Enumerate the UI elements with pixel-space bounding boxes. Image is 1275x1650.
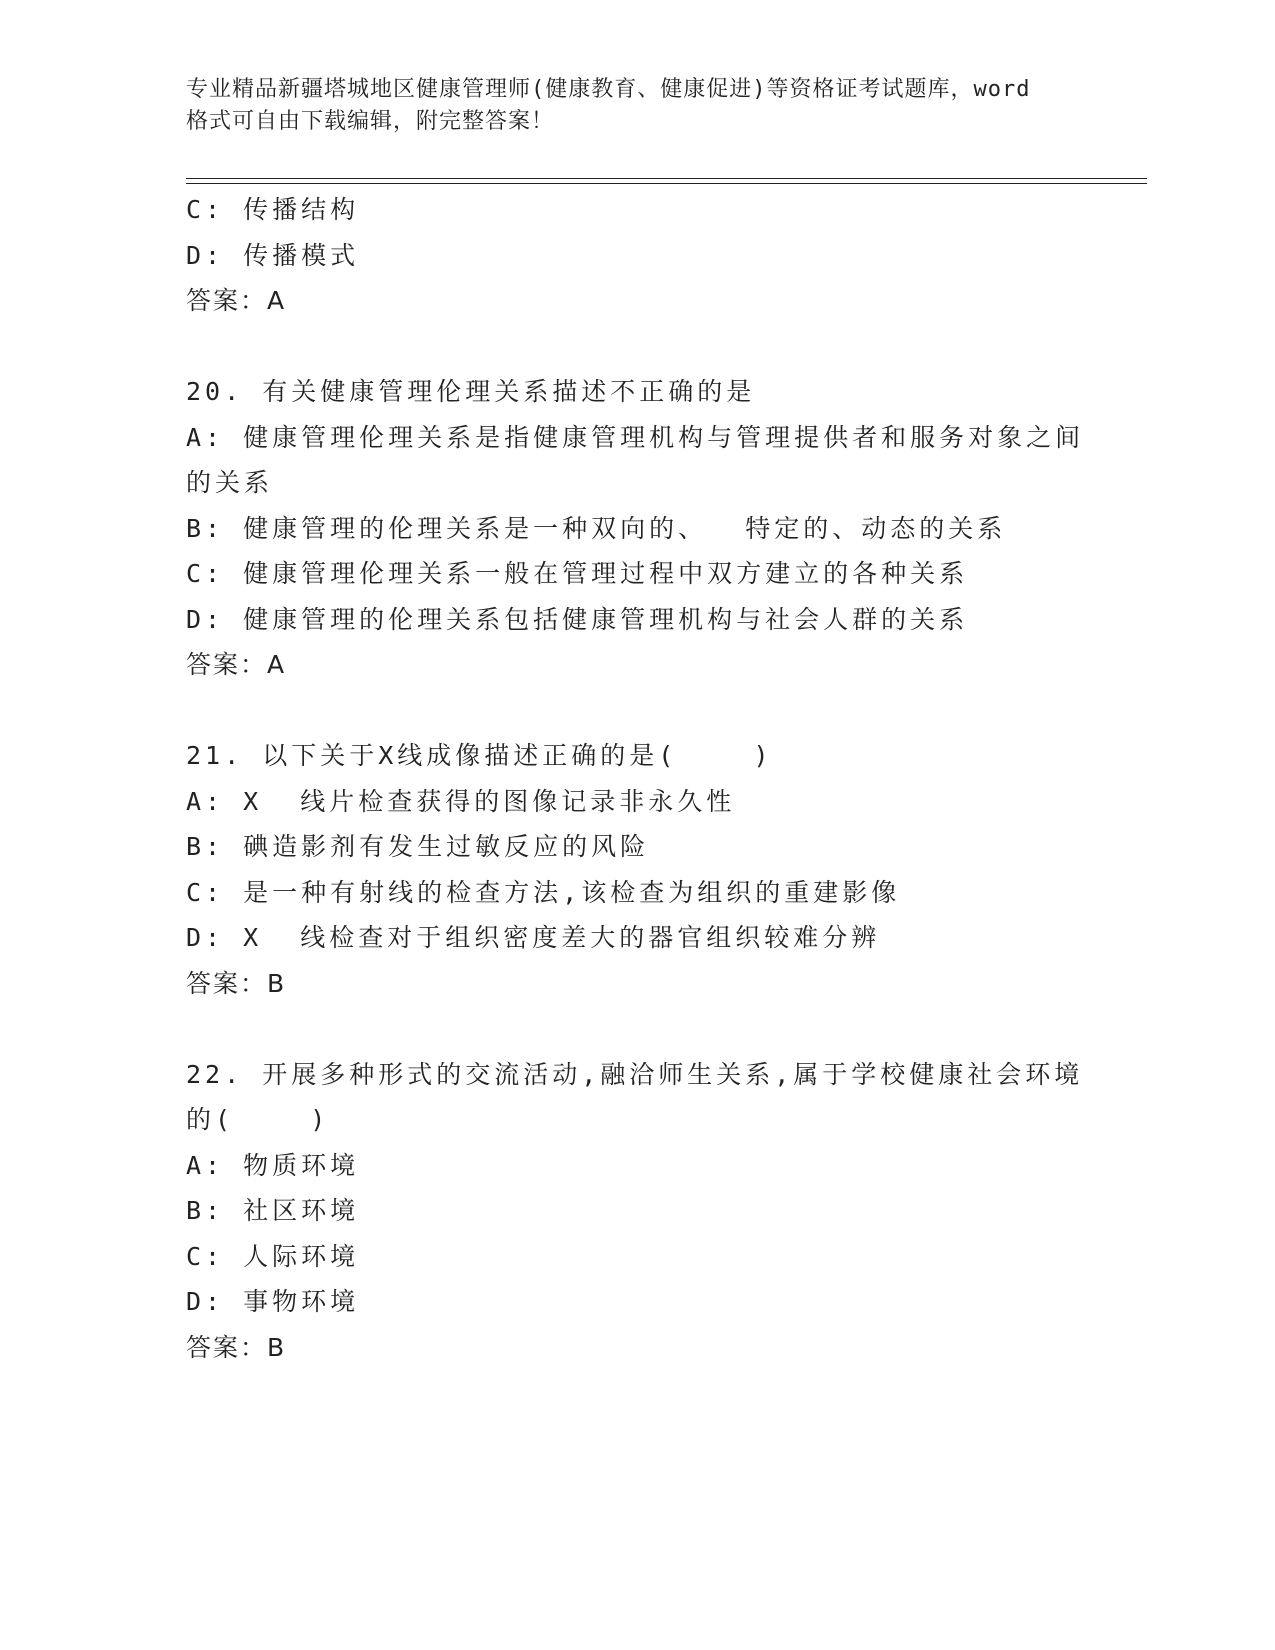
option-c: C: 传播结构 [186,195,360,224]
option-d: D: 传播模式 [186,240,360,270]
option-b: B: 碘造影剂有发生过敏反应的风险 [186,832,650,861]
question-stem: 21. 以下关于X线成像描述正确的是( ) [186,741,773,770]
question-20 [186,369,1086,688]
option-a: A: 物质环境 [186,1150,360,1180]
header-line-1: 专业精品新疆塔城地区健康管理师(健康教育、健康促进)等资格证考试题库，word [186,77,1031,102]
option-b: B: 健康管理的伦理关系是一种双向的、 特定的、动态的关系 [186,513,1007,543]
option-d: D: X 线检查对于组织密度差大的器官组织较难分辨 [186,923,881,952]
question-21 [186,733,1086,1006]
header-divider-top [186,178,1147,179]
option-b: B: 社区环境 [186,1196,360,1225]
header-divider-bottom [186,183,1147,184]
question-stem-continued: 的( ) [186,1105,330,1134]
option-a: A: 健康管理伦理关系是指健康管理机构与管理提供者和服务对象之间 [186,422,1085,452]
answer: 答案：A [186,286,287,315]
answer: 答案：B [186,1332,287,1362]
option-d: D: 事物环境 [186,1287,360,1316]
question-22 [186,1052,1086,1371]
question-stem: 22. 开展多种形式的交流活动,融洽师生关系,属于学校健康社会环境 [186,1059,1084,1089]
option-c: C: 健康管理伦理关系一般在管理过程中双方建立的各种关系 [186,559,969,588]
option-c: C: 人际环境 [186,1241,360,1271]
answer: 答案：A [186,650,287,679]
option-c: C: 是一种有射线的检查方法,该检查为组织的重建影像 [186,877,901,907]
question-list [186,187,1086,1370]
option-d: D: 健康管理的伦理关系包括健康管理机构与社会人群的关系 [186,604,969,634]
header-line-2: 格式可自由下载编辑，附完整答案！ [186,109,555,134]
previous-question [186,187,1086,324]
option-a: A: X 线片检查获得的图像记录非永久性 [186,786,736,816]
document-header [186,74,1086,138]
option-a-continued: 的关系 [186,468,274,497]
answer: 答案：B [186,968,287,998]
question-stem: 20. 有关健康管理伦理关系描述不正确的是 [186,377,756,406]
